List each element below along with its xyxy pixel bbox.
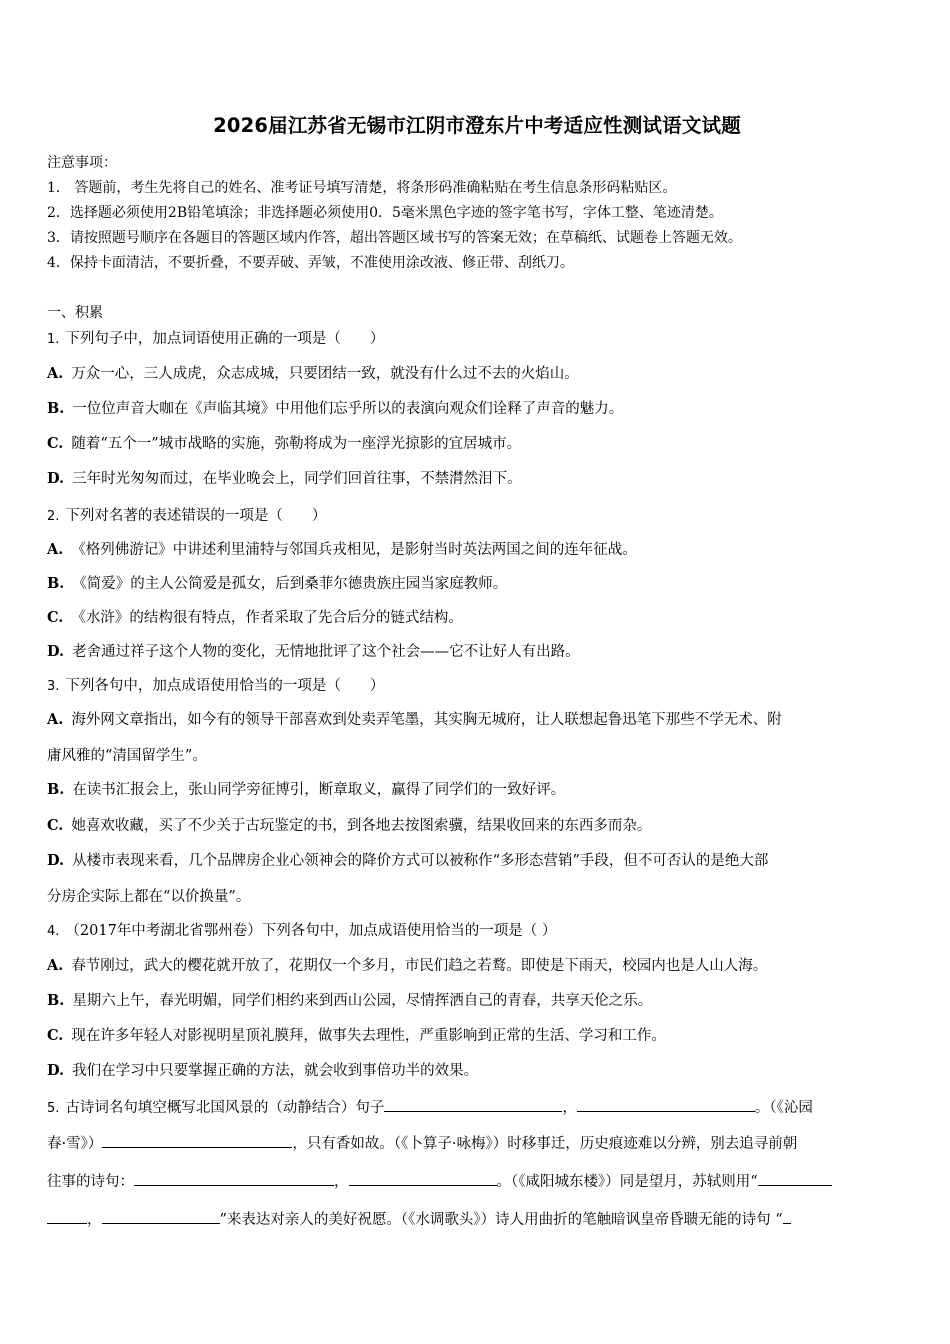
option-d: D. 老舍通过祥子这个人物的变化，无情地批评了这个社会——它不让好人有出路。	[47, 643, 580, 660]
option-d-cont: 分房企实际上都在“以价换量”。	[47, 889, 251, 905]
option-a: A. 海外网文章指出，如今有的领导干部喜欢到处卖弄笔墨，其实胸无城府，让人联想起鲁迅笔下那些不学无术、附	[47, 711, 782, 728]
fill-blank[interactable]	[102, 1133, 292, 1148]
option-c: C. 《水浒》的结构很有特点，作者采取了先合后分的链式结构。	[47, 609, 463, 626]
question-5-line-2: 春·雪》） ，只有香如故。（《卜算子·咏梅》）时移事迁，历史痕迹难以分辨，别去追寻前朝	[47, 1132, 797, 1153]
option-d: D. 从楼市表现来看，几个品牌房企业心领神会的降价方式可以被称作“多形态营销”手段，但不可否认的是绝大部	[47, 852, 769, 869]
notice-item: 2．选择题必须使用2B铅笔填涂；非选择题必须使用0．5毫米黑色字迹的签字笔书写，字体工整、笔迹清楚。	[47, 205, 723, 221]
section-heading: 一、积累	[47, 305, 103, 321]
fill-blank[interactable]	[47, 1209, 87, 1224]
question-5-line-1: 5. 古诗词名句填空概写北国风景的（动静结合）句子 ， 。（《沁园	[47, 1096, 813, 1117]
option-a: A. 《格列佛游记》中讲述利里浦特与邻国兵戎相见，是影射当时英法两国之间的连年征战。	[47, 541, 637, 558]
option-b: B. 在读书汇报会上，张山同学旁征博引，断章取义，赢得了同学们的一致好评。	[47, 781, 566, 798]
fill-blank[interactable]	[783, 1209, 791, 1224]
notice-item: 4．保持卡面清洁，不要折叠，不要弄破、弄皱，不准使用涂改液、修正带、刮纸刀。	[47, 255, 574, 271]
option-c: C. 现在许多年轻人对影视明星顶礼膜拜，做事失去理性，严重影响到正常的生活、学习和工作。	[47, 1027, 666, 1044]
option-c: C. 随着“五个一”城市战略的实施，弥勒将成为一座浮光掠影的宜居城市。	[47, 435, 522, 452]
notice-item: 3．请按照题号顺序在各题目的答题区域内作答，超出答题区域书写的答案无效；在草稿纸、试题卷上答题无效。	[47, 230, 742, 246]
option-d: D. 我们在学习中只要掌握正确的方法，就会收到事倍功半的效果。	[47, 1062, 479, 1079]
notice-heading: 注意事项：	[47, 155, 117, 171]
question-number: 2.	[47, 509, 60, 524]
option-b: B. 星期六上午，春光明媚，同学们相约来到西山公园，尽情挥洒自己的青春，共享天伦之乐。	[47, 992, 653, 1009]
question-number: 3.	[47, 679, 60, 694]
notice-item: 1． 答题前，考生先将自己的姓名、准考证号填写清楚，将条形码准确粘贴在考生信息条形码粘贴区。	[47, 180, 677, 196]
question-2-stem: 2. 下列对名著的表述错误的一项是（ ）	[47, 508, 327, 524]
option-d: D. 三年时光匆匆而过，在毕业晚会上，同学们回首往事，不禁潸然泪下。	[47, 470, 522, 487]
option-a: A. 万众一心，三人成虎，众志成城，只要团结一致，就没有什么过不去的火焰山。	[47, 365, 579, 382]
question-1-stem: 1. 下列句子中，加点词语使用正确的一项是（ ）	[47, 331, 385, 347]
question-number: 1.	[47, 332, 60, 347]
fill-blank[interactable]	[384, 1097, 562, 1112]
page-title: 2026届江苏省无锡市江阴市澄东片中考适应性测试语文试题	[213, 114, 741, 137]
question-4-stem: 4. （2017年中考湖北省鄂州卷）下列各句中，加点成语使用恰当的一项是（ ）	[47, 923, 557, 939]
question-5-line-4: ， ”来表达对亲人的美好祝愿。（《水调歌头》）诗人用曲折的笔触暗讽皇帝昏聩无能的诗句 “	[47, 1208, 791, 1229]
fill-blank[interactable]	[349, 1171, 497, 1186]
option-c: C. 她喜欢收藏，买了不少关于古玩鉴定的书，到各地去按图索骥，结果收回来的东西多而杂。	[47, 817, 652, 834]
question-number: 5.	[47, 1101, 60, 1116]
fill-blank[interactable]	[134, 1171, 334, 1186]
fill-blank[interactable]	[577, 1097, 755, 1112]
fill-blank[interactable]	[102, 1209, 220, 1224]
fill-blank[interactable]	[758, 1171, 832, 1186]
option-a: A. 春节刚过，武大的樱花就开放了，花期仅一个多月，市民们趋之若鹜。即使是下雨天，校园内也是人山人海。	[47, 957, 768, 974]
option-b: B. 《简爱》的主人公简爱是孤女，后到桑菲尔德贵族庄园当家庭教师。	[47, 575, 508, 592]
option-a-cont: 庸风雅的“清国留学生”。	[47, 748, 207, 764]
question-number: 4.	[47, 924, 60, 939]
question-5-line-3: 往事的诗句： ， 。（《咸阳城东楼》）同是望月，苏轼则用“	[47, 1170, 832, 1191]
option-b: B. 一位位声音大咖在《声临其境》中用他们忘乎所以的表演向观众们诠释了声音的魅力。	[47, 400, 624, 417]
question-3-stem: 3. 下列各句中，加点成语使用恰当的一项是（ ）	[47, 678, 385, 694]
